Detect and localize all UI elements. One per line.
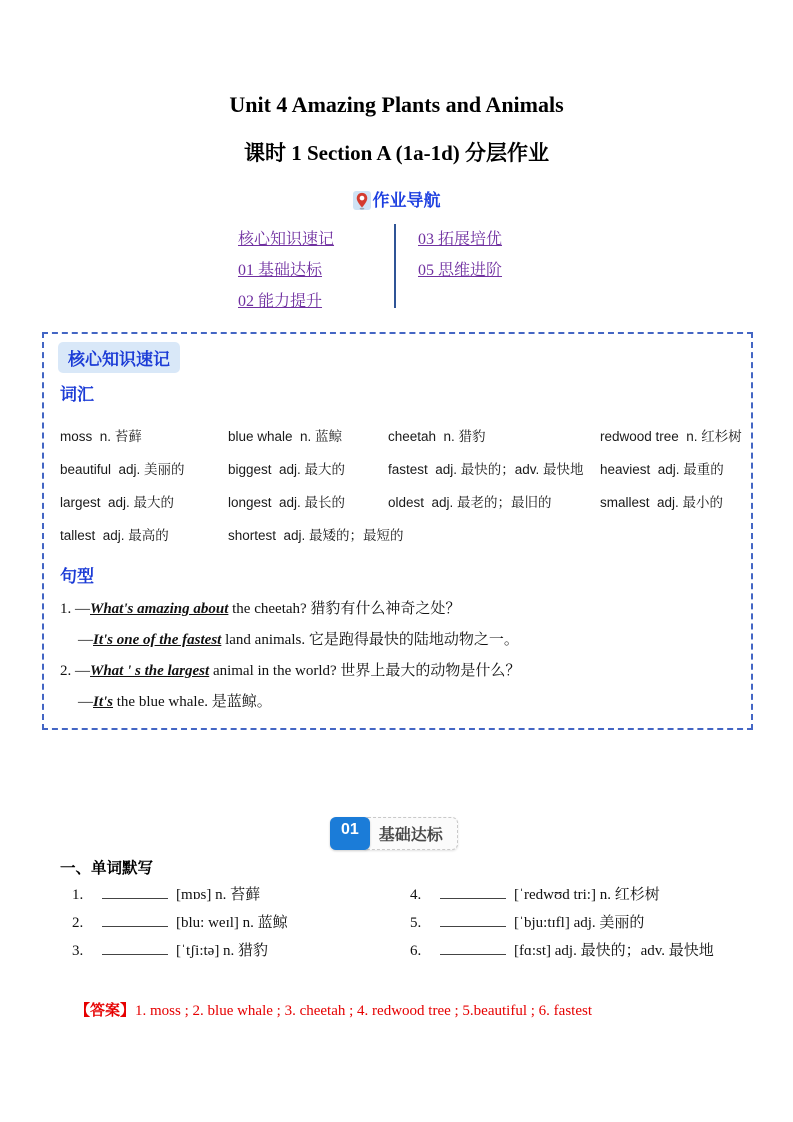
vocab-entry: longest adj. 最长的 — [228, 494, 346, 510]
exercise-column-right — [410, 881, 714, 965]
nav-link-05-thinking[interactable]: 05 思维进阶 — [418, 262, 503, 279]
answer-blank[interactable] — [102, 942, 168, 955]
sentence-text: the cheetah? 猎豹有什么神奇之处？ — [228, 601, 461, 617]
nav-links-right — [418, 224, 502, 286]
answer-text: 1. moss ; 2. blue whale ; 3. cheetah ; 4. redwood tree ; 5.beautiful ; 6. fastest — [135, 1003, 592, 1019]
patterns-section-title: 句型 — [60, 567, 94, 586]
answer-blank[interactable] — [440, 886, 506, 899]
exercise-number: 4. — [410, 887, 422, 903]
vocab-entry: tallest adj. 最高的 — [60, 527, 169, 543]
exercise-item — [410, 909, 714, 937]
vocab-section-title: 词汇 — [60, 385, 94, 404]
exercise-column-left — [72, 881, 288, 965]
sentence-text: — — [75, 601, 90, 617]
vocab-grid — [60, 418, 746, 550]
sentence-text: land animals. 它是跑得最快的陆地动物之一。 — [221, 632, 519, 648]
vocab-entry: shortest adj. 最矮的；最短的 — [228, 527, 404, 543]
answer-blank[interactable] — [102, 914, 168, 927]
exercise-number: 2. — [72, 915, 84, 931]
answer-line — [60, 982, 592, 1037]
vocab-entry: fastest adj. 最快的；adv. 最快地 — [388, 461, 584, 477]
sentence-number: 2. — [60, 663, 75, 679]
sentence-number: 1. — [60, 601, 75, 617]
sentence-line — [60, 656, 740, 687]
sentence-text: — — [78, 632, 93, 648]
sentence-text: — — [75, 663, 90, 679]
nav-link-core-knowledge[interactable]: 核心知识速记 — [238, 231, 335, 248]
nav-link-03-expand[interactable]: 03 拓展培优 — [418, 231, 503, 248]
key-phrase: It's one of the fastest — [93, 632, 222, 648]
sentence-line — [60, 594, 740, 625]
exercise-number: 5. — [410, 915, 422, 931]
vocab-entry: redwood tree n. 红杉树 — [600, 428, 742, 444]
vocab-entry: biggest adj. 最大的 — [228, 461, 346, 477]
exercise-part-title: 一、单词默写 — [60, 860, 154, 877]
page-subtitle: 课时 1 Section A (1a-1d) 分层作业 — [243, 141, 550, 165]
answer-blank[interactable] — [102, 886, 168, 899]
sentence-text: animal in the world? 世界上最大的动物是什么？ — [209, 663, 521, 679]
section-01-badge — [330, 817, 458, 850]
exercise-item — [410, 937, 714, 965]
answer-blank[interactable] — [440, 914, 506, 927]
exercise-clue: [mɒs] n. 苔藓 — [176, 887, 261, 903]
vocab-entry: blue whale n. 蓝鲸 — [228, 428, 343, 444]
homework-nav-title: 作业导航 — [372, 191, 441, 210]
exercise-clue: [fɑ:st] adj. 最快的；adv. 最快地 — [514, 943, 714, 959]
sentence-line — [60, 687, 740, 718]
page-title: Unit 4 Amazing Plants and Animals — [229, 92, 564, 117]
key-phrase: What's amazing about — [90, 601, 229, 617]
core-knowledge-box — [42, 332, 753, 730]
sentence-text: — — [78, 694, 93, 710]
answer-label: 【答案】 — [75, 1003, 136, 1019]
nav-links-left — [238, 224, 334, 317]
sentence-list — [60, 594, 740, 718]
exercise-number: 1. — [72, 887, 84, 903]
exercise-number: 3. — [72, 943, 84, 959]
section-01-badge-label: 基础达标 — [362, 817, 458, 850]
homework-nav-header — [0, 186, 793, 211]
exercise-number: 6. — [410, 943, 422, 959]
sentence-line — [60, 625, 740, 656]
key-phrase: It's — [93, 694, 114, 710]
exercise-clue: [ˈbju:tɪfl] adj. 美丽的 — [514, 915, 645, 931]
vocab-entry: cheetah n. 猎豹 — [388, 428, 486, 444]
vocab-entry: smallest adj. 最小的 — [600, 494, 724, 510]
section-01-badge-number: 01 — [330, 817, 370, 850]
vocab-entry: oldest adj. 最老的；最旧的 — [388, 494, 552, 510]
vocab-entry: moss n. 苔藓 — [60, 428, 142, 444]
vocab-entry: beautiful adj. 美丽的 — [60, 461, 185, 477]
exercise-item — [72, 881, 288, 909]
exercise-item — [72, 937, 288, 965]
sentence-text: the blue whale. 是蓝鲸。 — [113, 694, 272, 710]
key-phrase: What ' s the largest — [90, 663, 210, 679]
exercise-item — [410, 881, 714, 909]
vocab-entry: heaviest adj. 最重的 — [600, 461, 724, 477]
nav-link-02-ability[interactable]: 02 能力提升 — [238, 293, 323, 310]
exercise-clue: [ˈredwʊd tri:] n. 红杉树 — [514, 887, 660, 903]
vocab-entry: largest adj. 最大的 — [60, 494, 175, 510]
map-pin-icon — [353, 191, 371, 210]
exercise-clue: [ˈtʃi:tə] n. 猎豹 — [176, 943, 269, 959]
nav-link-01-basics[interactable]: 01 基础达标 — [238, 262, 323, 279]
exercise-clue: [blu: weɪl] n. 蓝鲸 — [176, 915, 288, 931]
answer-blank[interactable] — [440, 942, 506, 955]
core-knowledge-header: 核心知识速记 — [58, 342, 180, 373]
exercise-item — [72, 909, 288, 937]
nav-divider — [394, 224, 396, 308]
